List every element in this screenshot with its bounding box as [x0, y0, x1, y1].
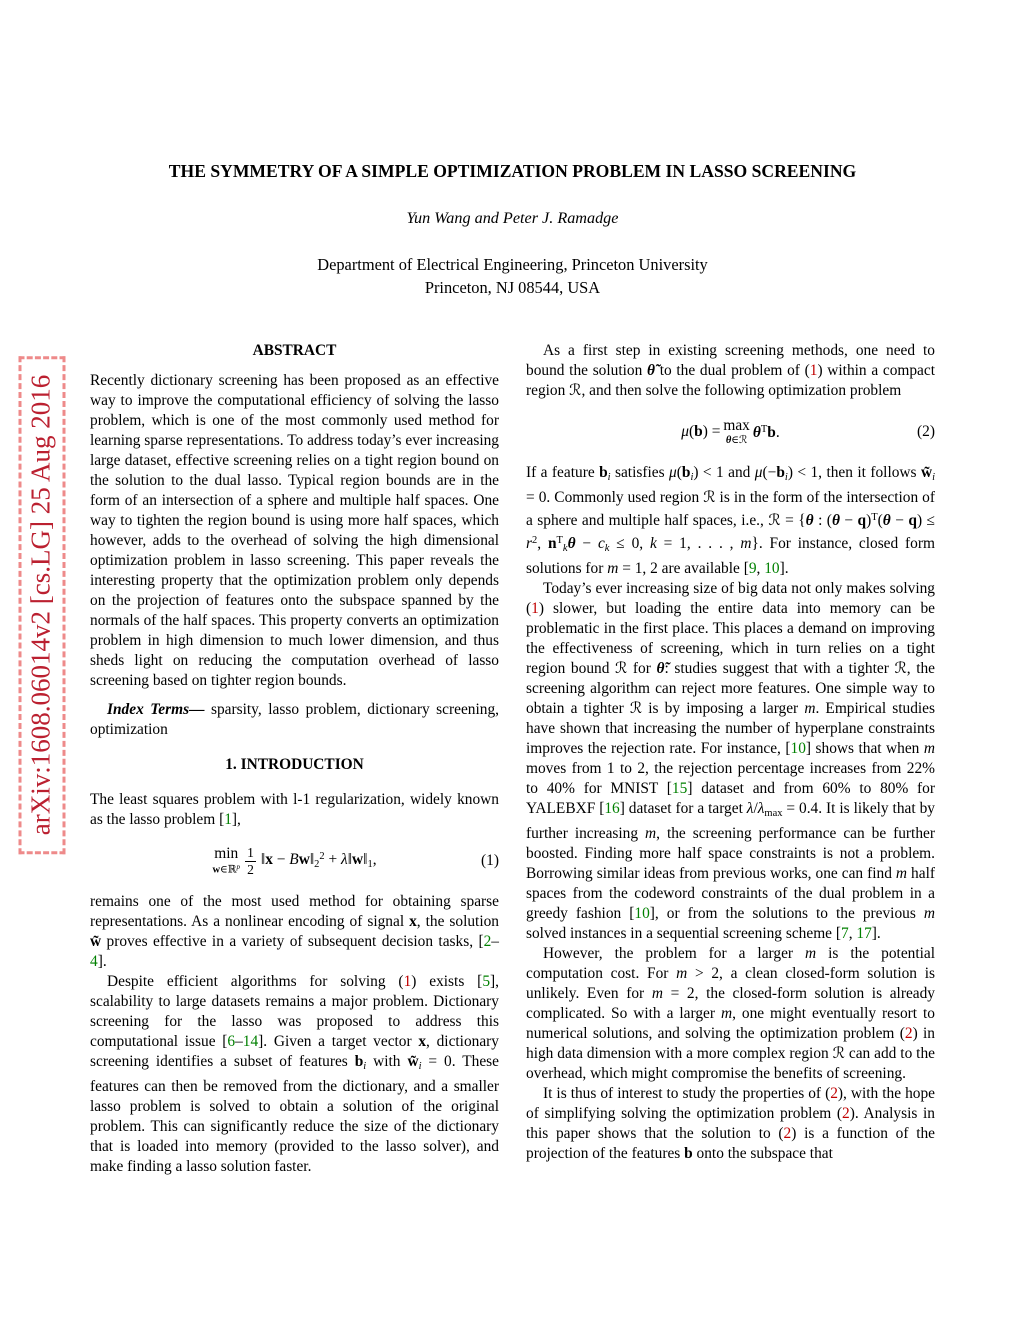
text-run: . — [775, 424, 780, 442]
text-run: ]. — [871, 925, 881, 943]
index-terms — [90, 700, 499, 740]
text-run: T — [556, 535, 563, 547]
text-run: ] dataset for a target — [619, 800, 747, 818]
min-operator — [212, 846, 240, 875]
text-run: / — [753, 800, 758, 818]
text-run: ‖ — [309, 851, 315, 869]
text-run: θ — [752, 424, 761, 442]
citation-link[interactable]: 4 — [90, 953, 98, 970]
text-run: ]. — [779, 560, 789, 578]
text-run: 2 — [319, 850, 325, 862]
text-run: θ — [882, 512, 891, 530]
text-run: , one might eventually resort to numerical solutions, and solving the optimization problem ( — [526, 1005, 935, 1043]
right-paragraph-2 — [526, 463, 935, 579]
text-run: w̃ — [920, 464, 933, 481]
fraction-numerator: 1 — [247, 844, 254, 860]
citation-link[interactable]: 14 — [242, 1033, 259, 1050]
text-run: satisfies — [610, 464, 669, 481]
text-run: w — [212, 864, 221, 876]
affiliation — [90, 254, 935, 299]
text-run: . Empirical studies have shown that increasing the number of hyperplane constraints improves the rejection rate. For instance, [ — [526, 700, 935, 758]
text-run: 2 — [532, 535, 538, 547]
intro-paragraph-1 — [90, 790, 499, 830]
text-run: m — [676, 965, 688, 983]
text-run: moves from 1 to 2, the rejection percentage increases from 22% to 40% for MNIST [ — [526, 760, 935, 798]
text-run: θ — [725, 434, 732, 446]
text-run: m — [720, 1005, 733, 1023]
text-run: ) slower, but loading the entire data into memory can be problematic in the first place. This places a demand on improving the effectiveness of screening, which in turn relies on a tight region bound — [526, 600, 935, 678]
text-run: , — [537, 535, 548, 553]
intro-paragraph-3 — [90, 972, 499, 1177]
text-run: b — [694, 423, 703, 440]
text-run: , and then solve the following optimization problem — [581, 382, 902, 399]
text-run: – — [491, 933, 499, 950]
text-run: m — [645, 825, 657, 843]
text-run: m — [607, 560, 619, 578]
text-run: ]. Given a target vector — [258, 1033, 419, 1050]
text-run: p — [236, 862, 241, 871]
text-run: i — [418, 1060, 422, 1072]
text-run: ) — [866, 512, 872, 530]
operator-label: min — [214, 845, 239, 863]
text-run: However, the problem for a larger — [543, 945, 806, 963]
citation-link[interactable]: 15 — [671, 780, 688, 798]
text-run: = 0. Commonly used region — [526, 488, 704, 506]
text-run: b — [354, 1053, 364, 1070]
citation-link[interactable]: 6 — [227, 1033, 236, 1050]
equation-2-number: (2) — [917, 423, 935, 440]
right-paragraph-1 — [526, 341, 935, 401]
text-run: The least squares problem with l-1 regularization, widely known as the lasso problem [ — [90, 791, 499, 828]
text-run: q — [908, 512, 917, 530]
equation-1-number: (1) — [481, 852, 499, 869]
text-run: − — [890, 512, 909, 530]
text-run: b — [767, 424, 776, 442]
text-run: ) in high data dimension with a more complex region — [526, 1025, 935, 1063]
text-run: ≤ 0, — [609, 535, 650, 553]
left-column — [90, 341, 499, 1177]
text-run: , — [756, 560, 765, 578]
text-run: m — [923, 905, 935, 923]
intro-heading: 1. INTRODUCTION — [225, 756, 364, 773]
text-run: B — [289, 851, 299, 869]
citation-link[interactable]: 1 — [224, 811, 232, 828]
equation-ref-link[interactable]: 1 — [531, 600, 539, 618]
text-run: Index Terms— — [107, 701, 205, 718]
text-run: ( — [689, 423, 695, 440]
citation-link[interactable]: 17 — [856, 925, 872, 943]
equation-ref-link[interactable]: 2 — [783, 1125, 792, 1143]
text-run: > 2, a clean closed-form solution is unlikely. Even for — [526, 965, 935, 1003]
text-run: ℛ — [569, 382, 582, 399]
text-run: ℛ — [768, 512, 781, 530]
text-run: ], or from the solutions to the previous — [649, 905, 924, 923]
text-run: m — [804, 700, 816, 718]
text-run: : ( — [813, 512, 832, 530]
text-run: , the screening performance can be further boosted. Finding more half space constraints is not a problem. Borrowing similar ideas from previous works, one can find — [526, 825, 935, 883]
text-run: ) is a function of the projection of the features — [526, 1125, 935, 1163]
text-run: ∈ℛ — [731, 434, 748, 446]
equation-ref-link[interactable]: 1 — [809, 362, 818, 379]
text-run: μ — [669, 464, 677, 481]
text-run: = { — [780, 512, 806, 530]
text-run: ) exists [ — [411, 973, 483, 990]
equation-2-lead — [681, 422, 720, 442]
text-run: It is thus of interest to study the properties of ( — [543, 1085, 831, 1103]
citation-link[interactable]: 2 — [483, 933, 492, 950]
text-run: sparsity, lasso problem, dictionary screening, optimization — [90, 701, 499, 738]
text-run: i — [932, 471, 935, 483]
text-run: λ — [341, 851, 348, 869]
right-column — [526, 341, 935, 1177]
text-run: max — [764, 808, 783, 820]
text-run: ℛ — [615, 660, 628, 678]
equation-2 — [526, 411, 935, 453]
citation-link[interactable]: 10 — [790, 740, 806, 758]
text-run: r — [526, 535, 532, 553]
text-run: = 2, the closed-form solution is already complicated. So with a larger — [526, 985, 936, 1023]
right-paragraph-5 — [526, 1084, 935, 1164]
text-run: b — [684, 1145, 693, 1163]
text-run: 1 — [367, 859, 373, 871]
text-run: = 0.4. It is likely that by further increasing — [526, 800, 935, 843]
text-run: remains one of the most used method for obtaining sparse representations. As a nonlinear encoding of signal — [90, 893, 499, 930]
text-run: ) = — [702, 423, 721, 440]
citation-link[interactable]: 16 — [604, 800, 620, 818]
text-run: m — [805, 945, 817, 963]
paper-authors: Yun Wang and Peter J. Ramadge — [406, 209, 619, 227]
text-run: − — [575, 535, 598, 553]
text-run: ( — [676, 464, 682, 481]
equation-ref-link[interactable]: 2 — [842, 1105, 850, 1123]
text-run: ] shows that when — [805, 740, 924, 758]
text-run: i — [690, 471, 694, 483]
text-run: c — [597, 535, 605, 553]
text-run: – — [235, 1033, 243, 1050]
text-run: i — [607, 471, 611, 483]
operator-label: max — [723, 416, 750, 434]
right-paragraph-3 — [526, 579, 935, 944]
text-run: ) ≤ — [916, 512, 935, 530]
text-run: = 1, . . . , — [656, 535, 741, 553]
text-run: b — [776, 464, 785, 481]
text-run: , — [848, 925, 857, 943]
text-run: to the dual problem of ( — [655, 362, 810, 379]
citation-link[interactable]: 10 — [634, 905, 650, 923]
text-run: is by imposing a larger — [642, 700, 805, 718]
text-run: for — [627, 660, 657, 678]
text-run: i — [784, 471, 788, 483]
text-run: Recently dictionary screening has been proposed as an effective way to improve the computational efficiency of solving the lasso problem, which is one of the most commonly used method for learning sparse representations. To address today’s ever increasing large dataset, effective screening relies on a tight region bound on the solution to the dual lasso. Typical region bounds are in the form of an intersection of a sphere and multiple half spaces. One way to tighten the region bound is using more half spaces, which however, adds to the overhead of solving the high dimensional optimization problem in lasso screening. This paper reveals the interesting property that the optimization problem only depends on the projection of features onto the subspace spanned by the normals of the half spaces. This property converts an optimization problem in high dimension to much lower dimension, and thus sheds light on reducing the computation overhead of lasso screening based on tighter region bounds. — [90, 372, 499, 689]
text-run: w — [298, 851, 310, 869]
max-operator — [723, 418, 750, 447]
text-run: ], scalability to large datasets remains a major problem. Dictionary screening for the lasso was proposed to address this computational issue [ — [90, 973, 499, 1050]
text-run: x — [418, 1033, 427, 1050]
text-run: onto the subspace that — [692, 1145, 833, 1163]
text-run: b — [599, 464, 608, 481]
citation-link[interactable]: 10 — [764, 560, 780, 578]
text-run: = 1, 2 are available [ — [618, 560, 749, 578]
fraction-denominator: 2 — [247, 861, 254, 877]
text-run: θ — [567, 535, 576, 553]
text-run: T — [871, 511, 878, 523]
text-run: can add to the overhead, which might compromise the benefits of screening. — [526, 1045, 935, 1083]
text-run: ) within a compact region — [526, 362, 935, 399]
text-run: m — [651, 985, 663, 1003]
text-run: ) < 1 and — [693, 464, 755, 481]
text-run: ‖ — [363, 851, 368, 869]
text-run: b — [681, 464, 691, 481]
text-run: with — [366, 1053, 408, 1070]
text-run: If a feature — [526, 464, 600, 481]
text-run: ), with the hope of simplifying solving the optimization problem ( — [526, 1085, 936, 1123]
text-run: θ — [805, 512, 814, 530]
text-run: As a first step in existing screening methods, one need to bound the solution — [526, 342, 935, 379]
equation-ref-link[interactable]: 2 — [830, 1085, 838, 1103]
text-run: m — [923, 740, 935, 758]
text-run: }. For instance, closed form solutions for — [526, 535, 935, 578]
text-run: + — [324, 851, 342, 869]
text-run: λ — [757, 800, 765, 818]
text-run: , the solution — [416, 913, 499, 930]
text-run: ], — [231, 811, 241, 828]
text-run: − — [839, 512, 858, 530]
text-run: ]. — [97, 953, 107, 970]
text-run: 2 — [314, 859, 320, 871]
two-column-body — [90, 341, 935, 1177]
text-run: w̃ — [407, 1053, 419, 1070]
equation-ref-link[interactable]: 1 — [403, 973, 412, 990]
equation-2-content — [681, 418, 779, 447]
text-run: ‖ — [347, 851, 353, 869]
text-run: k — [604, 543, 610, 555]
text-run: is in the form of the intersection of a sphere and multiple half spaces, i.e., — [526, 488, 935, 530]
abstract-heading: ABSTRACT — [252, 342, 337, 359]
text-run: = 0. These features can then be removed from the dictionary, and a smaller lasso problem is solved to obtain a solution of the original problem. This can significantly reduce the size of the dictionary that is loaded into memory (provided to the lasso solver), and make finding a lasso solution faster. — [90, 1053, 499, 1175]
text-run: x — [409, 913, 417, 930]
text-run: , — [372, 851, 377, 869]
citation-link[interactable]: 5 — [482, 973, 491, 990]
text-run: m — [740, 535, 752, 553]
text-run: T — [760, 424, 768, 436]
equation-ref-link[interactable]: 2 — [904, 1025, 913, 1043]
text-run: Despite efficient algorithms for solving ( — [107, 973, 404, 990]
text-run: , the screening algorithm can reject more features. One simple way to obtain a tighter — [526, 660, 935, 718]
fraction-one-half — [245, 845, 256, 877]
intro-paragraph-2 — [90, 892, 499, 972]
text-run: k — [562, 543, 568, 555]
text-run: θ — [831, 512, 840, 530]
text-run: w — [352, 851, 364, 869]
operator-subscript — [212, 864, 240, 876]
text-run: θ̃ — [647, 362, 655, 379]
text-run: λ — [746, 800, 754, 818]
affiliation-line-1: Department of Electrical Engineering, Princeton University — [317, 255, 708, 274]
text-run: proves effective in a variety of subsequent decision tasks, [ — [101, 933, 484, 950]
text-run: m — [895, 865, 908, 883]
text-run: ] dataset and from 60% to 80% for YALEBXF [ — [526, 780, 935, 818]
text-run: ℛ — [629, 700, 643, 718]
text-run: solved instances in a sequential screening scheme [ — [526, 925, 841, 943]
text-run: ℛ — [703, 488, 716, 506]
text-run: ) < 1, then it follows — [787, 464, 921, 481]
text-run: ). Analysis in this paper shows that the solution to ( — [526, 1105, 935, 1143]
text-run: ℛ — [894, 660, 907, 678]
text-run: w̃ — [90, 933, 102, 950]
equation-1-body — [261, 847, 377, 875]
equation-1-content — [212, 845, 376, 877]
equation-1 — [90, 840, 499, 882]
citation-link[interactable]: 7 — [840, 925, 849, 943]
right-paragraph-4 — [526, 944, 935, 1084]
abstract-paragraph — [90, 371, 499, 691]
text-run: x — [265, 851, 273, 869]
text-run: half spaces from the codeword constraints of the dual problem in a greedy fashion [ — [526, 865, 935, 923]
text-run: k — [649, 535, 657, 553]
text-run: θ̃ — [656, 660, 665, 678]
text-run: ( — [877, 512, 883, 530]
text-run: i — [363, 1060, 367, 1072]
text-run: q — [857, 512, 867, 530]
text-run: μ — [754, 464, 763, 481]
equation-2-body — [753, 420, 780, 443]
text-run: ℛ — [832, 1045, 845, 1063]
text-run: − — [272, 851, 290, 869]
affiliation-line-2: Princeton, NJ 08544, USA — [424, 277, 601, 297]
text-run: , dictionary screening identifies a subset of features — [90, 1033, 499, 1070]
text-run: : studies suggest that with a tighter — [664, 660, 895, 678]
paper-title: THE SYMMETRY OF A SIMPLE OPTIMIZATION PROBLEM IN LASSO SCREENING — [168, 161, 857, 181]
text-run: ‖ — [260, 851, 266, 869]
text-run: is the potential computation cost. For — [526, 945, 936, 983]
text-run: ∈ℝ — [220, 864, 237, 876]
text-run: Today’s ever increasing size of big data not only makes solving ( — [526, 580, 935, 618]
text-run: n — [547, 535, 557, 553]
arxiv-stamp[interactable]: arXiv:1608.06014v2 [cs.LG] 25 Aug 2016 — [19, 356, 66, 854]
operator-subscript — [726, 435, 748, 447]
text-run: (− — [762, 464, 777, 481]
citation-link[interactable]: 9 — [748, 560, 757, 578]
text-run: μ — [681, 423, 690, 440]
